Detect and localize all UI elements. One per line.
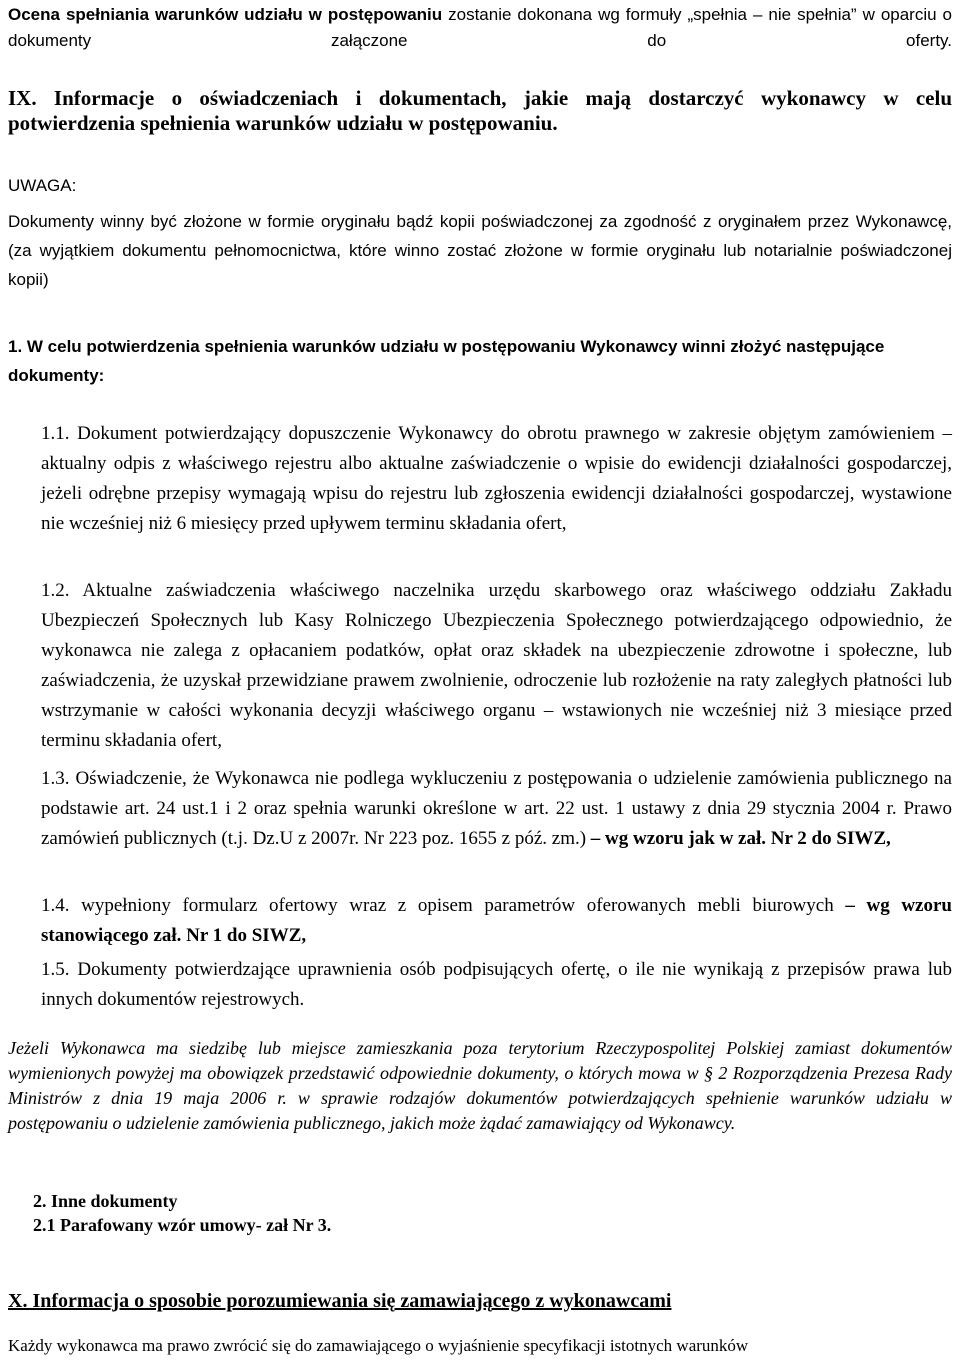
other-documents-heading: 2. Inne dokumenty xyxy=(33,1191,178,1211)
intro-bold-text: Ocena spełniania warunków udziału w postępowaniu xyxy=(8,5,443,24)
section-ix-heading xyxy=(8,86,952,136)
section-ix-heading-line-2: potwierdzenia spełnienia warunków udziału w postępowaniu. xyxy=(8,111,558,135)
requirement-1-heading: 1. W celu potwierdzenia spełnienia warunków udziału w postępowaniu Wykonawcy winni złożyć następujące dokumenty: xyxy=(8,337,885,385)
uwaga-label: UWAGA: xyxy=(8,176,77,195)
section-x-heading: X. Informacja o sposobie porozumiewania się zamawiającego z wykonawcami xyxy=(8,1290,672,1312)
item-1-4 xyxy=(41,891,952,951)
item-1-5: 1.5. Dokumenty potwierdzające uprawnienia osób podpisujących ofertę, o ile nie wynikają z przepisów prawa lub innych dokumentów rejestrowych. xyxy=(41,959,952,1010)
item-1-3 xyxy=(41,764,952,854)
section-ix-heading-line-1: IX. Informacje o oświadczeniach i dokumentach, jakie mają dostarczyć wykonawcy w celu xyxy=(8,86,952,110)
intro-text: zostanie dokonana wg formuły „spełnia – nie spełnia” w oparciu o dokumenty załączone do oferty. xyxy=(8,5,952,50)
item-1-2: 1.2. Aktualne zaświadczenia właściwego naczelnika urzędu skarbowego oraz właściwego oddziału Zakładu Ubezpieczeń Społecznych lub Kasy Rolniczego Ubezpieczenia Społecznego potwierdzającego odpowiednio, że wykonawca nie zalega z opłacaniem podatków, opłat oraz składek na ubezpieczenie zdrowotne i społeczne, lub zaświadczenia, że uzyskał przewidziane prawem zwolnienie, odroczenie lub rozłożenie na raty zaległych płatności lub wstrzymanie w całości wykonania decyzji właściwego organu – wstawionych nie wcześniej niż 3 miesiące przed terminu składania ofert, xyxy=(41,580,952,751)
item-1-1: 1.1. Dokument potwierdzający dopuszczenie Wykonawcy do obrotu prawnego w zakresie objętym zamówieniem – aktualny odpis z właściwego rejestru albo aktualne zaświadczenie o wpisie do ewidencji działalności gospodarczej, jeżeli odrębne przepisy wymagają wpisu do rejestru lub zgłoszenia ewidencji działalności gospodarczej, wystawione nie wcześniej niż 6 miesięcy przed upływem terminu składania ofert, xyxy=(41,423,952,534)
item-1-3-bold-text: – wg wzoru jak w zał. Nr 2 do SIWZ, xyxy=(586,828,891,849)
intro-paragraph xyxy=(8,2,952,54)
item-1-3-text: 1.3. Oświadczenie, że Wykonawca nie podlega wykluczeniu z postępowania o udzielenie zamówienia publicznego na podstawie art. 24 ust.1 i 2 oraz spełnia warunki określone w art. 22 ust. 1 ustawy z dnia 29 stycznia 2004 r. Prawo zamówień publicznych (t.j. Dz.U z 2007r. Nr 223 poz. 1655 z póź. zm.) xyxy=(41,768,952,849)
foreign-contractor-note: Jeżeli Wykonawca ma siedzibę lub miejsce zamieszkania poza terytorium Rzeczypospolitej Polskiej zamiast dokumentów wymienionych powyżej ma obowiązek przedstawić odpowiednie dokumenty, o których mowa w § 2 Rozporządzenia Prezesa Rady Ministrów z dnia 19 maja 2006 r. w sprawie rodzajów dokumentów potwierdzających spełnienie warunków udziału w postępowaniu o udzielenie zamówienia publicznego, jakich może żądać zamawiający od Wykonawcy. xyxy=(8,1038,952,1133)
other-documents-item-2-1: 2.1 Parafowany wzór umowy- zał Nr 3. xyxy=(33,1215,332,1235)
section-x-first-line: Każdy wykonawca ma prawo zwrócić się do zamawiającego o wyjaśnienie specyfikacji istotnych warunków xyxy=(8,1336,749,1355)
item-1-4-text: 1.4. wypełniony formularz ofertowy wraz z opisem parametrów oferowanych mebli biurowych xyxy=(41,895,834,916)
item-1-4-bold-text: – wg wzoru stanowiącego zał. Nr 1 do SIWZ, xyxy=(41,895,952,946)
uwaga-text: Dokumenty winny być złożone w formie oryginału bądź kopii poświadczonej za zgodność z oryginałem przez Wykonawcę, (za wyjątkiem dokumentu pełnomocnictwa, które winno zostać złożone w formie oryginału lub notarialnie poświadczonej kopii) xyxy=(8,212,952,289)
